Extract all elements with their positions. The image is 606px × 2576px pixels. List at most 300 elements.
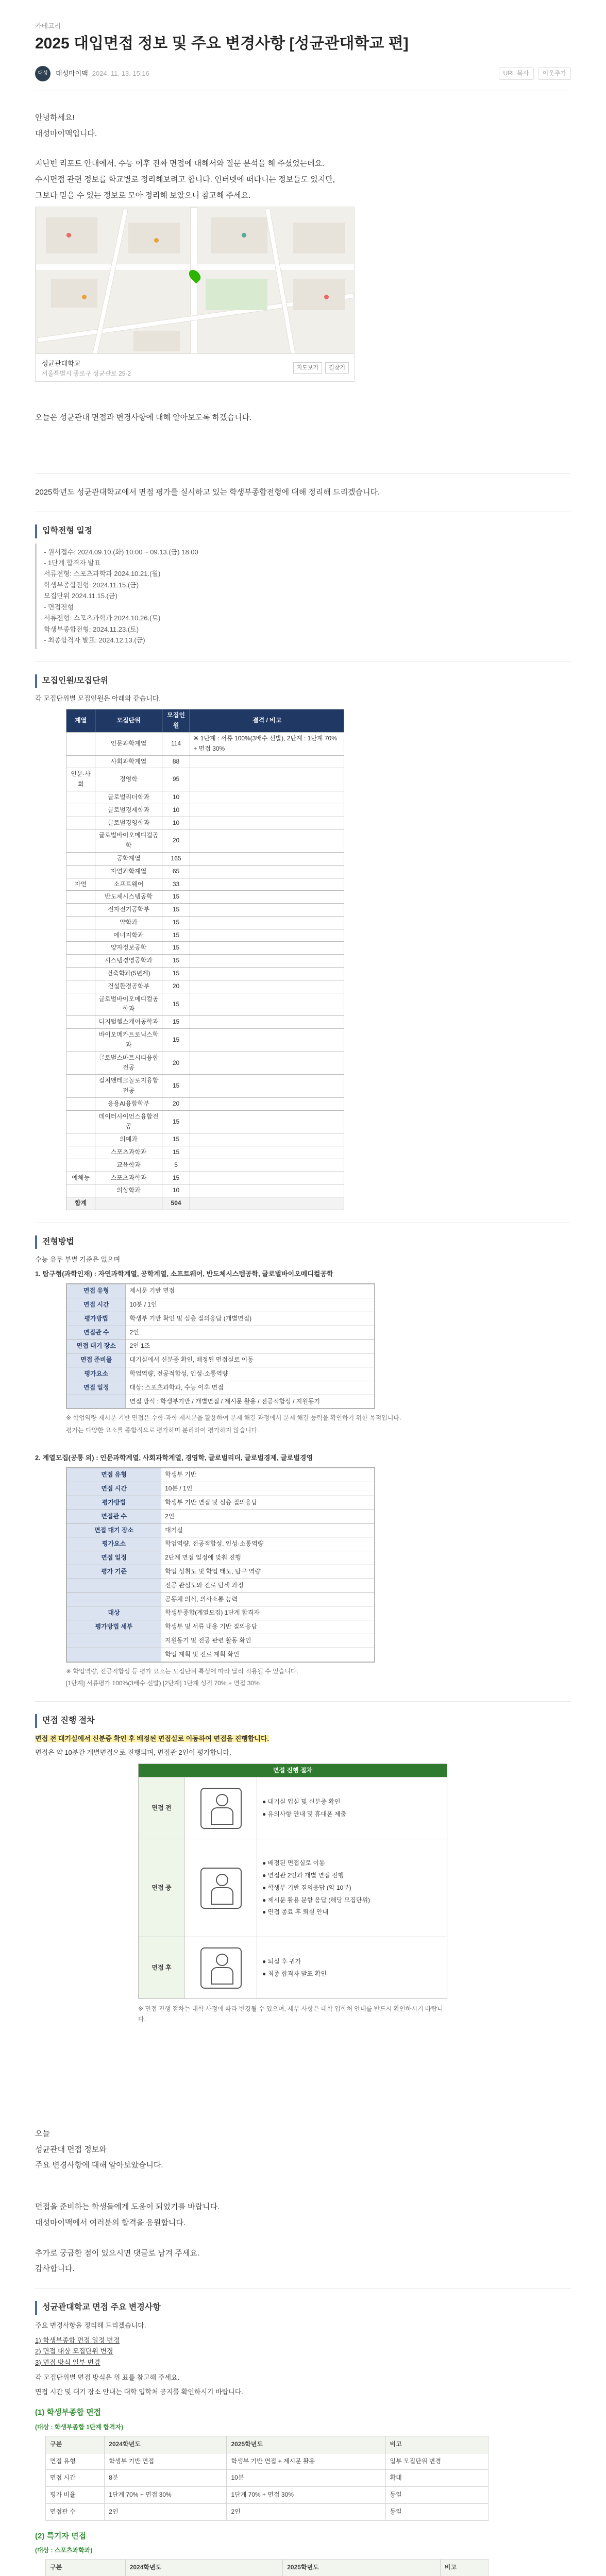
table-row [66,929,344,942]
table-row [67,1620,375,1634]
table-row [66,865,344,878]
table-cell [66,804,95,817]
table-cell: 인문·사회 [66,768,95,791]
table-cell [190,817,344,829]
table-row [66,817,344,829]
table-cell: 95 [162,768,190,791]
table-cell: 면접관 수 [46,2503,105,2520]
table-header: 평가요소 [67,1367,126,1381]
table-row [67,1340,375,1353]
table-cell [190,891,344,904]
table-cell [190,1075,344,1098]
changes-heading: 성균관대학교 면접 주요 변경사항 [35,2301,571,2314]
table-cell: 평가 비율 [46,2487,105,2504]
table-cell [190,829,344,853]
table-cell: 제시문 기반 면접 [126,1284,375,1298]
flow-step-label: 면접 중 [139,1839,185,1937]
table-cell: 15 [162,968,190,980]
table-cell: 에너지학과 [95,929,162,942]
schedule-heading: 입학전형 일정 [35,524,571,538]
map-place-name: 성균관대학교 [42,359,81,367]
schedule-line: 학생부종합전형: 2024.11.23.(토) [44,625,139,633]
map-1[interactable] [35,207,355,382]
table-cell [190,1110,344,1133]
table-row [66,1146,344,1159]
table-cell: 20 [162,1097,190,1110]
table-cell [66,829,95,853]
table-cell [66,980,95,993]
table-header: 2025학년도 [227,2436,385,2453]
table-header: 면접관 수 [67,1326,126,1340]
table-cell [66,993,95,1016]
table-row [67,1648,375,1662]
table-cell: 대기실에서 신분증 확인, 배정된 면접실로 이동 [126,1353,375,1367]
table-cell [66,1133,95,1146]
mid-line: 추가로 궁금한 점이 있으시면 댓글로 남겨 주세요. [35,2248,199,2258]
mid-line: 주요 변경사항에 대해 알아보았습니다. [35,2161,163,2170]
table-header: 면접 유형 [67,1468,161,1482]
table-header: 면접 시간 [67,1482,161,1496]
table-header: 2024학년도 [105,2436,227,2453]
table-cell: 글로벌스마트시티융합전공 [95,1052,162,1075]
table-header: 평가방법 [67,1312,126,1326]
table-cell: 10 [162,1184,190,1197]
table-cell: 15 [162,993,190,1016]
table-cell [66,1159,95,1172]
schedule-box [35,544,571,649]
table-cell: 전공 관심도와 진로 탐색 과정 [161,1579,375,1592]
table-header: 평가방법 세부 [67,1620,161,1634]
table-cell [66,955,95,968]
table-row [66,791,344,804]
table-cell [66,817,95,829]
table-cell: 10분 [227,2470,385,2487]
post-tools [499,67,571,80]
table-header: 비고 [385,2436,488,2453]
table-cell: 일부 모집단위 변경 [385,2453,488,2470]
table-row [66,955,344,968]
table-cell [190,878,344,891]
table-cell [66,1110,95,1133]
table-cell: 건설환경공학부 [95,980,162,993]
table-cell [66,865,95,878]
table-cell: 15 [162,1016,190,1029]
schedule-line: - 1단계 합격자 발표 [44,559,101,567]
table-row [67,1482,375,1496]
table-cell: 소프트웨어 [95,878,162,891]
table-cell [190,1133,344,1146]
table-cell [66,791,95,804]
table-cell: 15 [162,1146,190,1159]
flow-row [139,1777,447,1839]
map-caption [36,353,354,381]
table-cell: 2인 [227,2503,385,2520]
table-cell: 114 [162,732,190,755]
table-cell [190,1172,344,1184]
presenter-icon [200,1947,242,1989]
table-row [67,1496,375,1510]
url-copy-button[interactable]: URL 복사 [499,67,534,80]
table-cell: 글로벌경제학과 [95,804,162,817]
table-cell: 디지털헬스케어공학과 [95,1016,162,1029]
table-row [67,1353,375,1367]
changes-item: 1) 학생부종합 면접 일정 변경 [35,2336,120,2344]
table-cell: 글로벌경영학과 [95,817,162,829]
add-neighbor-button[interactable]: 이웃추가 [538,67,571,80]
table-row [46,2503,489,2520]
table-cell [66,1097,95,1110]
table-row [67,1298,375,1312]
changes-sub2-desc: (대상 : 스포츠과학과) [35,2547,93,2554]
table-row [46,2487,489,2504]
table-cell: 504 [162,1197,190,1210]
table-cell [66,1146,95,1159]
schedule-line: - 면접전형 [44,603,74,611]
table-cell: 15 [162,1075,190,1098]
table-cell: 의상학과 [95,1184,162,1197]
table-cell [190,1052,344,1075]
schedule-line: 서류전형: 스포츠과학과 2024.10.26.(토) [44,614,161,622]
table-cell: 88 [162,755,190,768]
table-header: 면접 대기 장소 [67,1523,161,1537]
table-cell [190,980,344,993]
table-cell [66,852,95,865]
table-cell [190,755,344,768]
table-cell [66,1075,95,1098]
table-row [66,891,344,904]
table-cell: 면접 유형 [46,2453,105,2470]
table-row [66,1052,344,1075]
table-cell: 응용AI융합학부 [95,1097,162,1110]
table-cell: 20 [162,829,190,853]
method-type2-note2: [1단계] 서류평가 100%(3배수 선발) [2단계] 1단계 성적 70% + 면접 30% [66,1680,260,1687]
changes-sub1-label: (1) 학생부종합 면접 [35,2408,102,2417]
table-row [67,1634,375,1648]
table-header: 면접 일정 [67,1551,161,1565]
table-row [66,968,344,980]
table-cell: 동일 [385,2487,488,2504]
table-cell [66,1016,95,1029]
table-cell [190,1197,344,1210]
table-cell [66,942,95,955]
flow-heading: 면접 진행 절차 [35,1714,571,1727]
flow-step-item: ● 유의사항 안내 및 휴대폰 제출 [262,1810,347,1818]
table-cell [66,755,95,768]
post [35,0,571,2576]
method-type2-note: ※ 학업역량, 전공적합성 등 평가 요소는 모집단위 특성에 따라 달리 적용될 수 있습니다. [66,1667,298,1675]
table-row [67,1579,375,1592]
flow-step-label: 면접 후 [139,1937,185,1998]
table-row [67,1523,375,1537]
table-header [67,1395,126,1409]
avatar[interactable]: 대성 [35,66,50,81]
table-header: 2025학년도 [283,2560,441,2576]
table-cell: ※ 1단계 : 서류 100%(3배수 선발), 2단계 : 1단계 70% + 면접 30% [190,732,344,755]
changes-intro: 주요 변경사항을 정리해 드리겠습니다. [35,2321,146,2329]
table-cell [95,1197,162,1210]
table-cell: 의예과 [95,1133,162,1146]
schedule-line: - 원서접수: 2024.09.10.(화) 10:00 ~ 09.13.(금) 18:00 [44,548,198,556]
flow-step-details [257,1777,447,1839]
table-cell: 자연과학계열 [95,865,162,878]
flow-lead-text: 면접 전 대기실에서 신분증 확인 후 배정된 면접실로 이동하여 면접을 진행합니다. [35,1734,270,1742]
changes-item: 2) 면접 대상 모집단위 변경 [35,2347,113,2355]
map-place-address: 서울특별시 종로구 성균관로 25-2 [42,370,131,378]
mid-line: 면접을 준비하는 학생들에게 도움이 되었기를 바랍니다. [35,2202,220,2212]
table-cell: 2인 [126,1326,375,1340]
table-cell: 데이터사이언스융합전공 [95,1110,162,1133]
table-cell: 165 [162,852,190,865]
intro-line: 수시면접 관련 정보를 학교별로 정리해보려고 합니다. 인터넷에 떠다니는 정보들도 있지만, [35,175,335,184]
intro-line: 대성마이맥입니다. [35,129,97,138]
table-cell [190,852,344,865]
table-cell [66,891,95,904]
table-row [66,980,344,993]
table-header: 모집인원 [162,709,190,733]
table-cell [190,904,344,917]
table-cell: 15 [162,904,190,917]
table-cell: 글로벌바이오메디컬공학 [95,829,162,853]
intro-line: 안녕하세요! [35,113,75,122]
post-meta [35,66,571,91]
table-header: 대상 [67,1606,161,1620]
schedule-line: 학생부종합전형: 2024.11.15.(금) [44,581,139,589]
flow-step-item: ● 제시문 활용 문항 응답 (해당 모집단위) [262,1896,371,1904]
table-cell: 반도체시스템공학 [95,891,162,904]
changes-sub1-title [35,2406,571,2419]
changes-line: 면접 시간 및 대기 장소 안내는 대학 입학처 공지를 확인하시기 바랍니다. [35,2387,243,2396]
table-cell: 교육학과 [95,1159,162,1172]
table-cell: 학업 계획 및 진로 계획 확인 [161,1648,375,1662]
mid-text [35,2128,571,2172]
table-cell: 대기실 [161,1523,375,1537]
schedule-line: 서류전형: 스포츠과학과 2024.10.21.(월) [44,570,161,578]
table-row [66,804,344,817]
method-type1-table [66,1283,375,1409]
table-cell: 바이오메카트로닉스학과 [95,1029,162,1052]
table-row [46,2470,489,2487]
table-row [66,1029,344,1052]
table-cell [190,1159,344,1172]
table-cell: 양자정보공학 [95,942,162,955]
flow-step-details [257,1839,447,1937]
table-header [67,1634,161,1648]
table-header [67,1592,161,1606]
table-cell: 학업역량, 전공적합성, 인성·소통역량 [126,1367,375,1381]
table-cell: 15 [162,1110,190,1133]
table-row [66,942,344,955]
table-cell: 5 [162,1159,190,1172]
table-row [66,1016,344,1029]
table-cell [66,732,95,755]
mid-line: 대성마이맥에서 여러분의 합격을 응원합니다. [35,2218,186,2227]
flow-step-item: ● 면접 종료 후 퇴실 안내 [262,1908,329,1916]
table-cell [190,1016,344,1029]
table-cell: 공학계열 [95,852,162,865]
table-cell: 10분 / 1인 [126,1298,375,1312]
table-row [66,916,344,929]
table-cell: 65 [162,865,190,878]
table-row [66,755,344,768]
mid-line: 성균관대 면접 정보와 [35,2145,107,2154]
intro [35,112,571,202]
table-row [67,1468,375,1482]
table-cell: 대상: 스포츠과학과, 수능 이후 면접 [126,1381,375,1395]
table-header: 비고 [440,2560,488,2576]
table-header: 면접 대기 장소 [67,1340,126,1353]
post-title: 2025 대입면접 정보 및 주요 변경사항 [성균관대학교 편] [35,35,409,53]
table-cell: 학생부 및 서류 내용 기반 질의응답 [161,1620,375,1634]
people-icon [200,1788,242,1829]
changes-list [35,2335,571,2368]
changes-sub2-label: (2) 특기자 면접 [35,2531,87,2540]
table-cell: 15 [162,929,190,942]
table-cell: 약학과 [95,916,162,929]
table-cell [190,955,344,968]
table-cell [190,768,344,791]
table-header: 평가 기준 [67,1565,161,1579]
post-date: 2024. 11. 13. 15:16 [92,70,149,78]
table-cell [66,916,95,929]
table-cell: 학생부 기반 확인 및 심층 질의응답 (개별면접) [126,1312,375,1326]
table-cell: 1단계 70% + 면접 30% [105,2487,227,2504]
flow-step-label: 면접 전 [139,1777,185,1839]
flow-step-item: ● 배정된 면접실로 이동 [262,1859,325,1867]
table-row [67,1312,375,1326]
table-row [66,1159,344,1172]
table-row [67,1395,375,1409]
table-cell: 학업역량, 전공적합성, 인성·소통역량 [161,1537,375,1551]
table-cell: 33 [162,878,190,891]
table-header [67,1648,161,1662]
table-cell: 스포츠과학과 [95,1146,162,1159]
table-cell: 확대 [385,2470,488,2487]
table-header: 구분 [46,2560,126,2576]
table-cell: 경영학 [95,768,162,791]
table-cell: 컬처앤테크놀로지융합전공 [95,1075,162,1098]
interview-icon [200,1868,242,1909]
table-header: 평가요소 [67,1537,161,1551]
table-header [67,1579,161,1592]
flow-row [139,1839,447,1937]
table-row [66,993,344,1016]
changes-line: 각 모집단위별 면접 방식은 위 표를 참고해 주세요. [35,2374,180,2382]
method-intro: 수능 유무 부별 기준은 없으며 [35,1256,121,1264]
quota-intro: 각 모집단위별 모집인원은 아래와 같습니다. [35,694,161,702]
table-cell: 2인 [161,1510,375,1523]
table-cell: 8분 [105,2470,227,2487]
changes-item: 3) 면접 방식 일부 변경 [35,2358,100,2366]
table-cell: 학생부 기반 면접 + 제시문 활용 [227,2453,385,2470]
table-header: 면접 일정 [67,1381,126,1395]
table-row [67,1284,375,1298]
flow-box [138,1764,447,1999]
mid-text-2 [35,2201,571,2276]
table-cell: 2단계 면접 일정에 맞춰 진행 [161,1551,375,1565]
table-cell: 지원동기 및 전공 관련 활동 확인 [161,1634,375,1648]
changes-sub1-desc: (대상 : 학생부종합 1단계 합격자) [35,2423,124,2431]
method-type2-title: 2. 계열모집(공통 외) : 인문과학계열, 사회과학계열, 경영학, 글로벌리더, 글로벌경제, 글로벌경영 [35,1454,313,1462]
table-header: 계열 [66,709,95,733]
table-cell: 글로벌리더학과 [95,791,162,804]
flow-step-item: ● 퇴실 후 귀가 [262,1958,301,1965]
method-heading: 전형방법 [35,1235,571,1249]
table-row [66,1133,344,1146]
table-row [66,904,344,917]
method-type1-note: ※ 학업역량 제시문 기반 면접은 수학·과학 제시문을 활용하여 문제 해결 과정에서 문제 해결 능력을 확인하기 위한 목적입니다. [66,1414,401,1422]
intro-line: 그보다 믿을 수 있는 정보로 모아 정리해 보았으니 참고해 주세요. [35,191,251,200]
table-cell [66,904,95,917]
table-cell: 인문과학계열 [95,732,162,755]
flow-row [139,1937,447,1998]
table-cell [66,1052,95,1075]
table-cell [190,1146,344,1159]
mid-line: 오늘 [35,2129,50,2138]
table-row [66,878,344,891]
table-cell: 2인 1조 [126,1340,375,1353]
map-route-button[interactable]: 길찾기 [325,362,349,374]
map-view-button[interactable]: 지도보기 [293,362,323,374]
table-cell [66,1029,95,1052]
table-cell [190,916,344,929]
table-header: 모집단위 [95,709,162,733]
quota-table [66,709,344,1210]
table-cell: 15 [162,916,190,929]
table-row [66,829,344,853]
table-cell: 10 [162,817,190,829]
flow-step-item: ● 대기실 입실 및 신분증 확인 [262,1798,341,1805]
mid-line: 감사합니다. [35,2264,75,2274]
table-cell: 10 [162,791,190,804]
table-header: 면접관 수 [67,1510,161,1523]
table-cell [190,968,344,980]
table-cell: 동일 [385,2503,488,2520]
schedule-line: - 최종합격자 발표: 2024.12.13.(금) [44,636,145,645]
table-header: 2024학년도 [125,2560,283,2576]
table-row [66,1110,344,1133]
table-row [66,768,344,791]
table-cell [190,942,344,955]
method-type2-table [66,1467,375,1662]
table-cell: 15 [162,955,190,968]
author-name[interactable]: 대성마이맥 [56,70,88,78]
table-cell [190,1184,344,1197]
overview-text: 2025학년도 성균관대학교에서 면접 평가를 실시하고 있는 학생부종합전형에 대해 정리해 드리겠습니다. [35,488,380,497]
post-category[interactable]: 카테고리 [35,22,61,30]
table-cell: 면접 시간 [46,2470,105,2487]
table-row [67,1592,375,1606]
table-row [66,1172,344,1184]
table-cell: 1단계 70% + 면접 30% [227,2487,385,2504]
table-row [66,1184,344,1197]
table-cell: 학생부 기반 [161,1468,375,1482]
flow-step-details [257,1937,447,1998]
table-cell [190,804,344,817]
table-cell: 10분 / 1인 [161,1482,375,1496]
table-row [67,1326,375,1340]
table-row [66,1075,344,1098]
table-cell: 전자전기공학부 [95,904,162,917]
table-cell: 시스템경영공학과 [95,955,162,968]
schedule-line: 모집단위 2024.11.15.(금) [44,592,117,600]
table-cell: 건축학과(5년제) [95,968,162,980]
changes-table-2 [45,2559,489,2576]
intro-line: 지난번 리포트 안내에서, 수능 이후 진짜 면접에 대해서와 질문 분석을 해 주셨었는데요. [35,159,325,168]
flow-step-item: ● 학생부 기반 질의응답 (약 10분) [262,1884,351,1891]
table-cell: 2인 [105,2503,227,2520]
table-cell [190,929,344,942]
table-cell [190,1097,344,1110]
